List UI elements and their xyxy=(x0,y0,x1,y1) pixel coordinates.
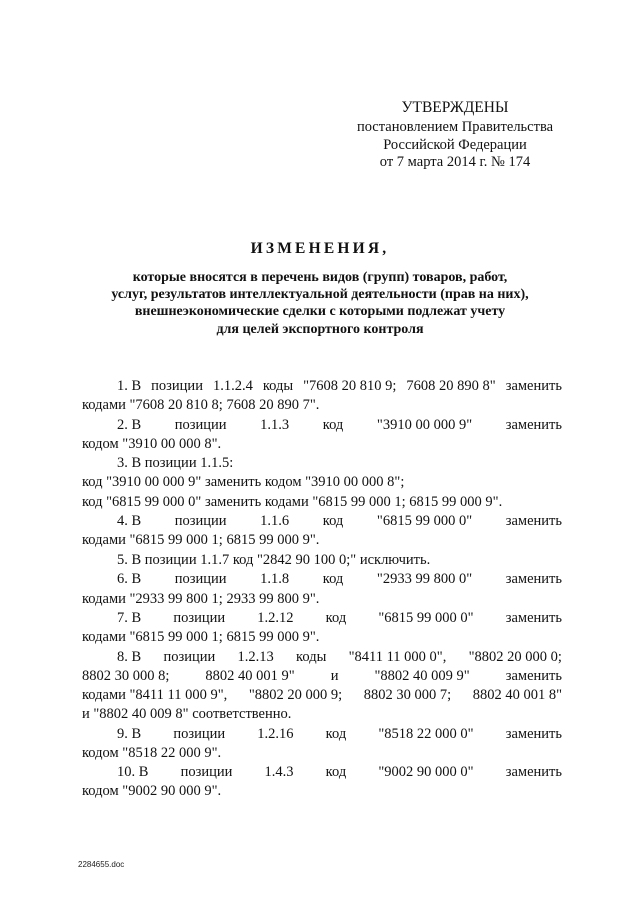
word: 1.1.2.4 xyxy=(212,378,253,394)
word: 8802 30 000 8; xyxy=(82,667,170,684)
approval-line-1: постановлением Правительства xyxy=(356,119,554,135)
word: 8802 40 001 8" xyxy=(472,687,562,703)
word: и xyxy=(330,667,339,684)
item-line xyxy=(82,763,562,782)
item-10 xyxy=(82,763,562,801)
word: 9. В xyxy=(117,725,142,742)
item-line xyxy=(82,609,562,628)
item-line xyxy=(82,725,562,744)
item-line xyxy=(82,416,562,435)
approval-line-2: Российской Федерации xyxy=(383,136,527,153)
document-subtitle xyxy=(0,269,640,338)
word: код xyxy=(322,416,344,433)
word: 8. В xyxy=(117,648,142,665)
item-line xyxy=(82,570,562,589)
item-5 xyxy=(82,551,562,570)
item-line: кодами "6815 99 000 1; 6815 99 000 9". xyxy=(82,532,320,549)
word: позиции xyxy=(173,725,226,742)
item-line xyxy=(82,377,562,396)
word: код xyxy=(325,610,347,627)
item-line: 5. В позиции 1.1.7 код "2842 90 100 0;" исключить. xyxy=(117,551,431,568)
word: "8411 11 000 0", xyxy=(348,648,447,665)
word: коды xyxy=(262,378,294,394)
word: 8802 30 000 7; xyxy=(363,687,452,703)
word: "8802 20 000 0; xyxy=(468,648,562,665)
word: 7608 20 890 8" xyxy=(406,378,496,394)
item-line: кодом "3910 00 000 8". xyxy=(82,435,222,452)
word: позиции xyxy=(173,610,226,627)
word: 2. В xyxy=(117,416,142,433)
document-body xyxy=(82,377,562,802)
word: "8802 40 009 9" xyxy=(374,667,470,684)
word: 8802 40 001 9" xyxy=(205,667,295,684)
word: 1.1.3 xyxy=(260,416,290,433)
word: заменить xyxy=(505,378,562,394)
word: позиции xyxy=(174,571,227,588)
word: заменить xyxy=(505,764,562,781)
word: "7608 20 810 9; xyxy=(303,378,397,394)
file-name-footer: 2284655.doc xyxy=(78,860,125,869)
subtitle-line: услуг, результатов интеллектуальной деятельности (прав на них), xyxy=(111,287,529,303)
word: заменить xyxy=(505,416,562,433)
word: код xyxy=(322,571,344,588)
subtitle-line: внешнеэкономические сделки с которыми подлежат учету xyxy=(134,304,506,320)
item-line: кодами "6815 99 000 1; 6815 99 000 9". xyxy=(82,629,320,646)
subtitle-line: для целей экспортного контроля xyxy=(216,321,424,337)
word: 1.1.8 xyxy=(260,571,290,588)
item-8 xyxy=(82,648,562,724)
item-1 xyxy=(82,377,562,415)
item-6 xyxy=(82,570,562,608)
word: 1.2.13 xyxy=(237,648,274,665)
word: 1.4.3 xyxy=(264,764,294,781)
approval-line-3: от 7 марта 2014 г. № 174 xyxy=(379,154,531,170)
word: 7. В xyxy=(117,610,142,627)
document-title: ИЗМЕНЕНИЯ, xyxy=(250,240,390,257)
word: кодами "8411 11 000 9", xyxy=(82,687,228,703)
word: заменить xyxy=(505,571,562,588)
word: заменить xyxy=(505,610,562,627)
item-3 xyxy=(82,454,562,511)
word: "8802 20 000 9; xyxy=(248,687,343,703)
approval-heading: УТВЕРЖДЕНЫ xyxy=(401,99,509,116)
item-line: кодами "2933 99 800 1; 2933 99 800 9". xyxy=(82,590,320,607)
word: "2933 99 800 0" xyxy=(376,571,473,588)
word: код xyxy=(322,513,344,530)
word: позиции xyxy=(163,648,216,665)
word: "6815 99 000 0" xyxy=(378,610,474,627)
item-7 xyxy=(82,609,562,647)
word: позиции xyxy=(151,378,203,394)
item-line xyxy=(82,512,562,531)
word: 1. В xyxy=(117,378,142,394)
word: позиции xyxy=(180,764,233,781)
item-4 xyxy=(82,512,562,550)
word: 4. В xyxy=(117,513,142,530)
word: коды xyxy=(296,648,327,665)
word: 1.1.6 xyxy=(260,513,290,530)
word: позиции xyxy=(174,416,227,433)
item-line: кодами "7608 20 810 8; 7608 20 890 7". xyxy=(82,397,320,414)
word: 1.2.16 xyxy=(257,725,294,742)
item-line: и "8802 40 009 8" соответственно. xyxy=(82,706,292,723)
item-line: 3. В позиции 1.1.5: xyxy=(117,455,234,472)
item-line xyxy=(82,667,562,686)
word: 10. В xyxy=(117,764,149,781)
word: заменить xyxy=(505,513,562,530)
word: позиции xyxy=(174,513,227,530)
word: "3910 00 000 9" xyxy=(376,416,473,433)
word: код xyxy=(325,725,347,742)
item-line: код "6815 99 000 0" заменить кодами "6815 99 000 1; 6815 99 000 9". xyxy=(82,493,503,510)
word: "8518 22 000 0" xyxy=(378,725,474,742)
word: заменить xyxy=(505,725,562,742)
item-line: кодом "9002 90 000 9". xyxy=(82,783,222,800)
word: "6815 99 000 0" xyxy=(376,513,473,530)
item-line xyxy=(82,648,562,667)
item-line: код "3910 00 000 9" заменить кодом "3910 00 000 8"; xyxy=(82,474,405,491)
item-line: кодом "8518 22 000 9". xyxy=(82,744,222,761)
word: заменить xyxy=(505,667,562,684)
word: код xyxy=(325,764,347,781)
word: 1.2.12 xyxy=(257,610,294,627)
word: "9002 90 000 0" xyxy=(378,764,474,781)
word: 6. В xyxy=(117,571,142,588)
item-line xyxy=(82,686,562,705)
approval-block xyxy=(340,98,570,172)
item-2 xyxy=(82,416,562,454)
subtitle-line: которые вносятся в перечень видов (групп) товаров, работ, xyxy=(132,270,508,285)
item-9 xyxy=(82,725,562,763)
